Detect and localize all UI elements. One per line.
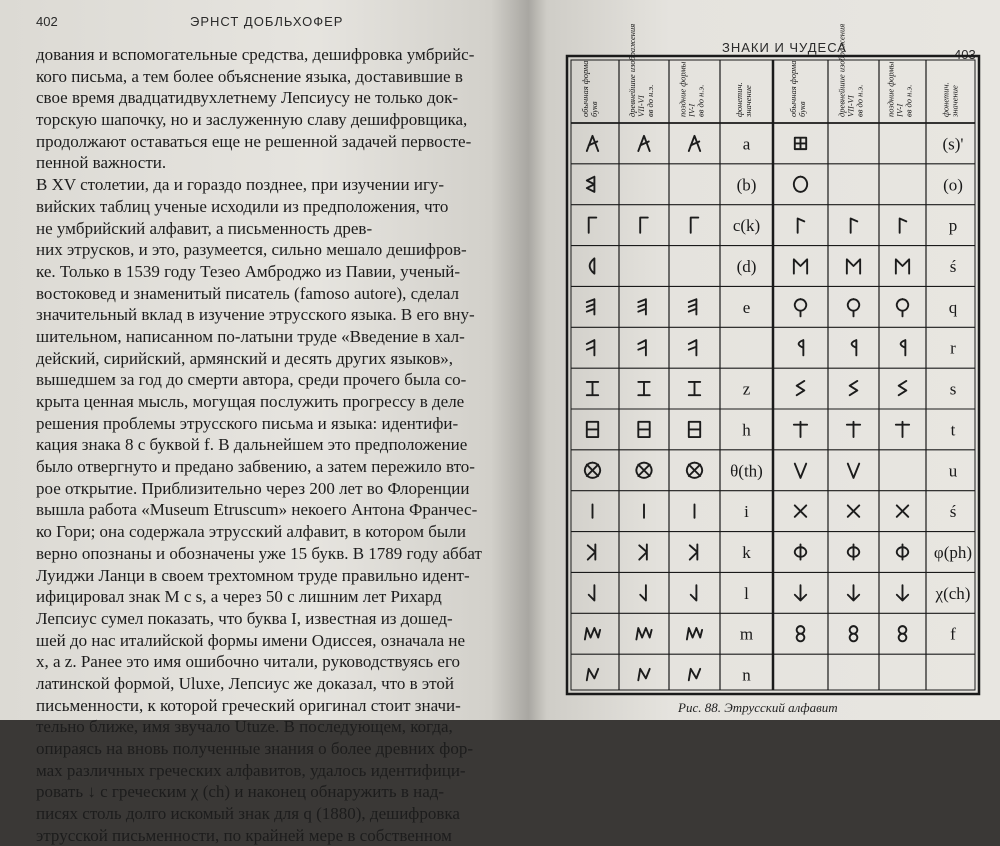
phonetic-value: c(k) <box>732 216 761 236</box>
letter-glyph <box>590 258 595 273</box>
text-line: востоковед и знаменитый писатель (famoso autore), сделал <box>36 283 460 303</box>
letter-glyph <box>848 544 859 559</box>
phonetic-value: r <box>950 338 956 358</box>
letter-glyph <box>897 505 908 516</box>
letter-glyph <box>848 299 859 316</box>
text-line: Лепсиус сумел показать, что буква I, известная из дошед- <box>36 608 453 628</box>
letter-glyph <box>794 177 807 192</box>
phonetic-value: (b) <box>736 175 757 195</box>
phonetic-value: φ(ph) <box>933 543 973 562</box>
letter-glyph <box>689 422 700 437</box>
text-line: дования и вспомогательные средства, дешифровка умбрийс- <box>36 45 475 64</box>
svg-text:обычная формабукв: обычная формабукв <box>788 60 807 117</box>
letter-glyph <box>640 218 648 233</box>
phonetic-value: χ(ch) <box>935 583 971 603</box>
text-line: верно опознаны и обозначены уже 15 букв. В 1789 году аббат <box>36 543 482 563</box>
phonetic-value: ś <box>949 257 957 276</box>
column-header <box>580 61 599 117</box>
letter-glyph <box>794 422 807 437</box>
text-line: опираясь на вновь полученные знания о более древних фор- <box>36 739 473 758</box>
text-line: кого письма, а тем более объяснение языка, доставившие в <box>36 66 463 86</box>
column-header <box>734 82 753 118</box>
text-line: рое открытие. Приблизительно через 200 лет во Флоренции <box>36 478 470 498</box>
text-line: ке. Только в 1539 году Тезео Амброджо из Павии, ученый- <box>36 261 461 281</box>
text-line: продолжают оставаться еще не решенной задачей первосте- <box>36 131 472 151</box>
letter-glyph <box>639 544 647 559</box>
letter-glyph <box>798 218 805 232</box>
text-line: ифицировал знак M с s, а через 50 с лишним лет Рихард <box>36 587 442 607</box>
letter-glyph <box>588 544 596 559</box>
phonetic-value: (d) <box>736 257 757 276</box>
text-line: шей до нас италийской формы имени Одиссея, означала не <box>36 630 466 650</box>
letter-glyph <box>638 340 646 355</box>
phonetic-value: m <box>739 624 754 644</box>
phonetic-value: t <box>950 420 956 440</box>
letter-glyph <box>794 259 807 273</box>
column-header <box>941 82 960 118</box>
text-line: вышла работа «Museum Etruscum» некоего Антона Франчес- <box>36 500 478 520</box>
letter-glyph <box>852 340 857 355</box>
letter-glyph <box>589 585 595 600</box>
letter-glyph <box>636 628 651 639</box>
letter-glyph <box>587 382 598 395</box>
phonetic-value: n <box>742 665 751 685</box>
letter-glyph <box>848 505 859 516</box>
letter-glyph <box>797 381 805 395</box>
phonetic-value: k <box>742 543 751 562</box>
letter-glyph <box>638 669 649 680</box>
letter-glyph <box>640 585 646 600</box>
letter-glyph <box>638 422 649 437</box>
phonetic-value: (s)' <box>942 134 964 154</box>
column-header <box>678 61 706 118</box>
letter-glyph <box>589 218 597 233</box>
phonetic-value: z <box>742 379 751 399</box>
text-line: письменности, к которой греческий оригинал стоит значи- <box>36 695 461 715</box>
letter-glyph <box>899 381 907 395</box>
letter-glyph <box>689 669 700 680</box>
letter-glyph <box>851 218 858 232</box>
letter-glyph <box>799 340 804 355</box>
letter-glyph <box>795 138 806 149</box>
svg-text:древнейшие изображенияVII-VIвв: древнейшие изображенияVII-VIвв до н.э. <box>836 23 865 117</box>
letter-glyph <box>896 422 909 437</box>
letter-glyph <box>587 340 595 355</box>
letter-glyph <box>690 544 698 559</box>
text-line: В XV столетии, да и гораздо позднее, при изучении игу- <box>36 175 445 195</box>
letter-glyph <box>585 463 600 478</box>
phonetic-value: l <box>744 583 749 603</box>
phonetic-value: a <box>742 134 751 154</box>
text-line: Луиджи Ланци в своем трехтомном труде правильно идент- <box>36 565 470 585</box>
svg-text:фонетич.значение: фонетич.значение <box>940 82 960 117</box>
figure-caption: Рис. 88. Этрусский алфавит <box>678 700 838 715</box>
text-line: x, а z. Ранее это имя ошибочно читали, руководствуясь его <box>36 652 461 672</box>
phonetic-value: ś <box>949 502 957 522</box>
letter-glyph <box>897 544 908 559</box>
letter-glyph <box>897 585 908 600</box>
left-page-number: 402 <box>36 14 58 29</box>
letter-glyph <box>847 259 860 273</box>
letter-glyph <box>848 464 859 478</box>
text-line: крыта ценная мысль, могущая послужить прогрессу в деле <box>36 392 465 411</box>
phonetic-value: h <box>742 420 751 440</box>
letter-glyph <box>901 340 906 355</box>
column-header <box>837 24 865 117</box>
letter-glyph <box>587 669 598 680</box>
phonetic-value: p <box>948 216 958 236</box>
svg-text:обычная формабукв: обычная формабукв <box>580 60 599 117</box>
letter-glyph <box>638 299 646 314</box>
text-line: решения проблемы этрусского письма и языка: идентифи- <box>36 413 459 433</box>
right-page <box>528 0 1000 720</box>
letter-glyph <box>795 544 806 559</box>
letter-glyph <box>587 422 598 437</box>
letter-glyph <box>850 626 858 641</box>
text-line: вийских таблиц ученые исходили из предположения, что <box>36 196 449 216</box>
text-line: тельно ближе, имя звучало Utuze. В последующем, когда, <box>36 717 453 737</box>
phonetic-value: f <box>950 624 956 644</box>
phonetic-value: s <box>949 379 957 399</box>
letter-glyph <box>848 585 859 600</box>
phonetic-value: u <box>948 461 958 481</box>
letter-glyph <box>691 218 699 233</box>
phonetic-value: θ(th) <box>730 461 763 481</box>
left-body-text <box>36 44 484 846</box>
letter-glyph <box>587 177 595 192</box>
letter-glyph <box>896 259 909 273</box>
column-header <box>627 24 655 117</box>
column-header <box>886 61 914 118</box>
letter-glyph <box>638 382 649 395</box>
letter-glyph <box>687 628 702 639</box>
right-running-head: ЗНАКИ И ЧУДЕСА <box>722 40 847 55</box>
text-line: мах различных греческих алфавитов, удалось идентифици- <box>36 760 466 780</box>
letter-glyph <box>587 136 598 151</box>
left-running-head: ЭРНСТ ДОБЛЬХОФЕР <box>190 14 344 29</box>
svg-text:поздние формыIV-Iвв до н.э.: поздние формыIV-Iвв до н.э. <box>885 61 914 117</box>
svg-text:поздние формыIV-Iвв до н.э.: поздние формыIV-Iвв до н.э. <box>677 61 706 117</box>
text-line: вышедшем за год до смерти автора, среди прочего была со- <box>36 370 467 390</box>
letter-glyph <box>687 463 702 478</box>
letter-glyph <box>585 628 600 639</box>
text-line: них этрусков, и это, разумеется, сильно мешало дешифров- <box>36 240 467 260</box>
text-line: дейский, сирийский, армянский и десять других языков», <box>36 348 453 368</box>
phonetic-value: (o) <box>943 175 963 195</box>
text-line: шительном, написанном по-латыни труде «Введение в хал- <box>36 326 465 346</box>
svg-text:древнейшие изображенияVII-VIвв: древнейшие изображенияVII-VIвв до н.э. <box>627 23 655 117</box>
phonetic-value: i <box>744 502 749 522</box>
letter-glyph <box>587 299 595 314</box>
text-line: латинской формой, Uluxe, Лепсиус же доказал, что в этой <box>36 673 454 693</box>
letter-glyph <box>897 299 908 316</box>
letter-glyph <box>797 626 805 641</box>
letter-glyph <box>847 422 860 437</box>
letter-glyph <box>899 626 907 641</box>
letter-glyph <box>795 585 806 600</box>
letter-glyph <box>689 382 700 395</box>
text-line: этрусской письменности, по крайней мере в собственном <box>36 825 452 845</box>
letter-glyph <box>689 340 697 355</box>
svg-text:фонетич.значение: фонетич.значение <box>734 82 753 117</box>
phonetic-value: q <box>948 297 958 317</box>
column-header <box>788 61 807 117</box>
letter-glyph <box>850 381 858 395</box>
text-line: торскую шапочку, но и заслуженную славу дешифровщика, <box>36 110 468 130</box>
text-line: кация знака 8 с буквой f. В дальнейшем это предположение <box>36 435 468 455</box>
letter-glyph <box>689 136 700 151</box>
text-line: было отвергнуто и предано забвению, а затем пережило вто- <box>36 457 475 477</box>
letter-glyph <box>691 585 697 600</box>
text-line: не умбрийский алфавит, а письменность древ- <box>36 218 373 238</box>
text-line: писях столь долго искомый знак для q (1880), дешифровка <box>36 804 460 824</box>
phonetic-value: e <box>742 297 751 317</box>
text-line: свое время двадцатидвухлетнему Лепсиусу не только док- <box>36 88 459 108</box>
letter-glyph <box>795 299 806 316</box>
text-line: пенной важности. <box>36 153 167 173</box>
letter-glyph <box>795 505 806 516</box>
letter-glyph <box>900 218 907 232</box>
letter-glyph <box>636 463 651 478</box>
right-page-number: 403 <box>954 47 976 62</box>
text-line: ко Гори; она содержала этрусский алфавит, в котором были <box>36 522 466 542</box>
text-line: значительный вклад в изучение этрусского языка. В его вну- <box>36 305 475 325</box>
text-line: ровать ↓ с греческим χ (ch) и наконец обнаружить в над- <box>36 782 445 802</box>
letter-glyph <box>689 299 697 314</box>
letter-glyph <box>795 464 806 478</box>
letter-glyph <box>638 136 649 151</box>
